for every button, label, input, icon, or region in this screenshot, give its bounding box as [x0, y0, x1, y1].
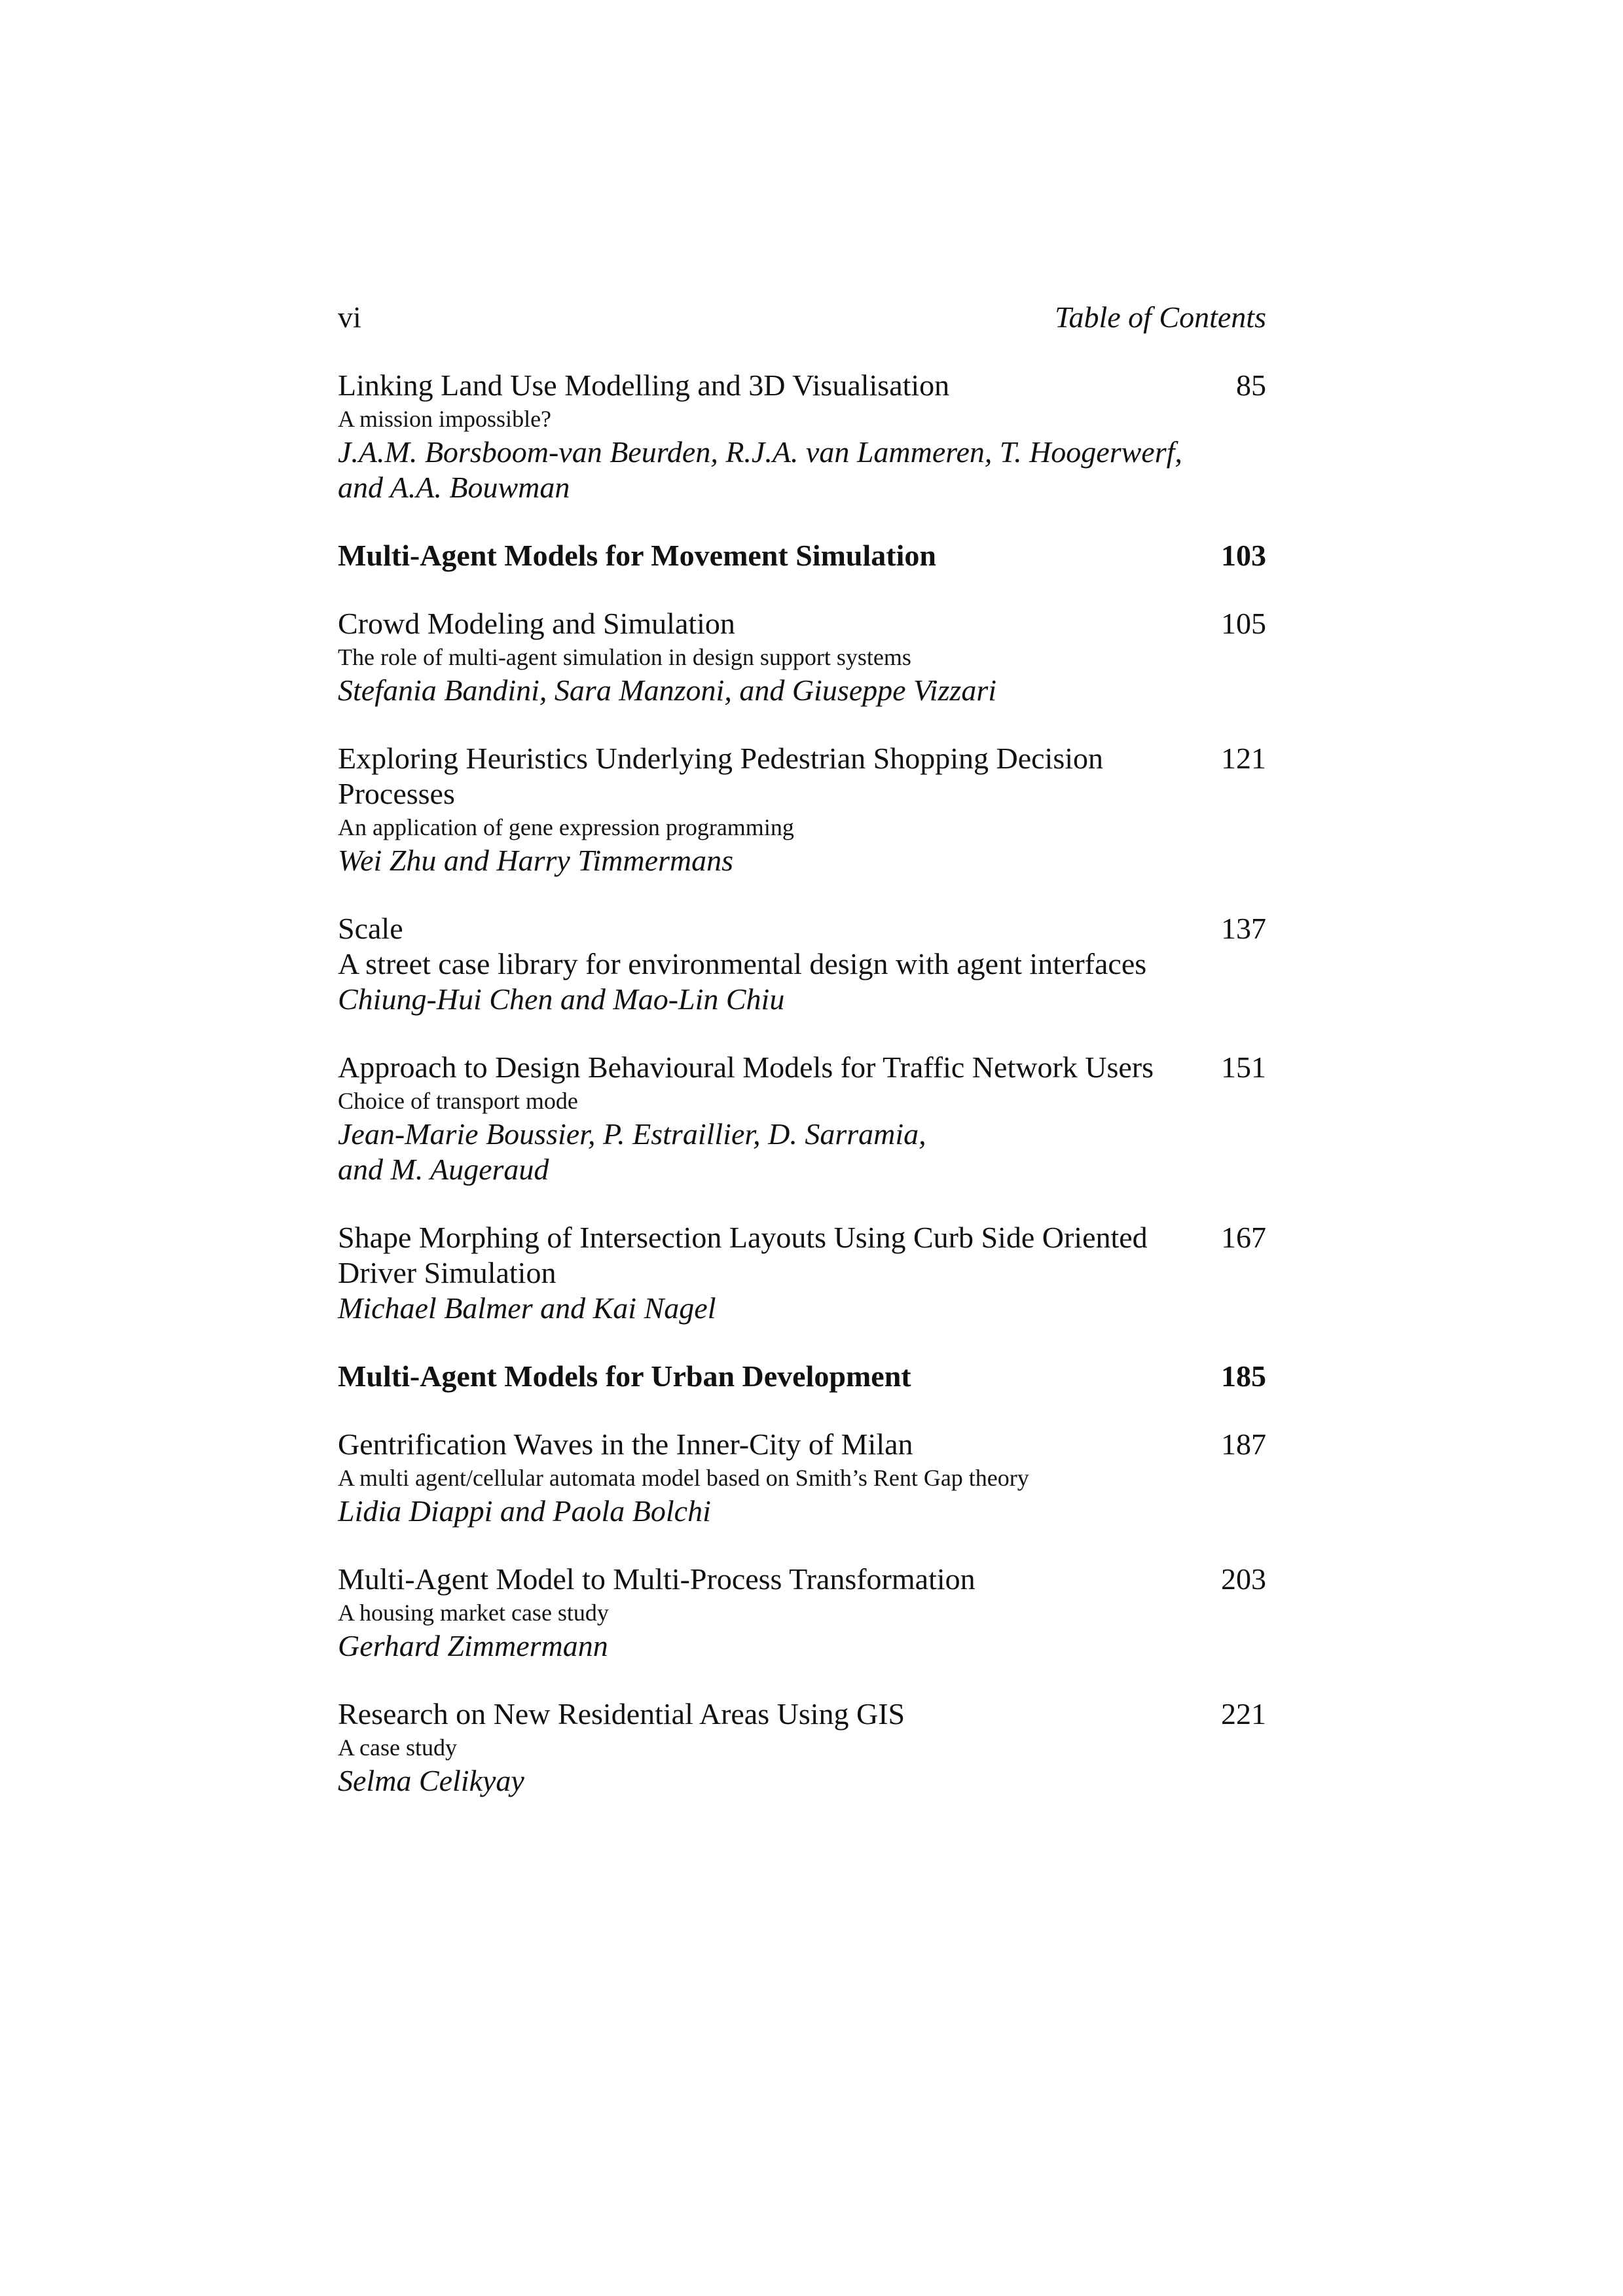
toc-entry [338, 1562, 1266, 1664]
entry-title: Scale [338, 912, 403, 945]
entry-authors: Lidia Diappi and Paola Bolchi [338, 1494, 711, 1528]
section-title: Multi-Agent Models for Movement Simulation [338, 539, 936, 572]
entry-subtitle: The role of multi-agent simulation in design support systems [338, 644, 911, 670]
entry-page-number: 151 [1221, 1050, 1266, 1084]
toc-entry [338, 1220, 1266, 1326]
entry-subtitle: A multi agent/cellular automata model based on Smith’s Rent Gap theory [338, 1465, 1029, 1491]
entry-title: Linking Land Use Modelling and 3D Visualisation [338, 368, 950, 402]
entry-subtitle: Choice of transport mode [338, 1088, 578, 1114]
entry-page-number: 187 [1221, 1427, 1266, 1461]
entry-title: Approach to Design Behavioural Models for Traffic Network Users [338, 1050, 1154, 1084]
entry-subtitle: A housing market case study [338, 1600, 609, 1626]
toc-entry [338, 606, 1266, 708]
entry-authors: Michael Balmer and Kai Nagel [338, 1291, 716, 1325]
entry-authors: Wei Zhu and Harry Timmermans [338, 844, 734, 877]
section-title: Multi-Agent Models for Urban Development [338, 1359, 911, 1393]
entry-subtitle: A case study [338, 1734, 457, 1761]
entry-authors: J.A.M. Borsboom-van Beurden, R.J.A. van Lammeren, T. Hoogerwerf, [338, 435, 1182, 469]
entry-subtitle: A mission impossible? [338, 406, 552, 432]
running-head: Table of Contents [1055, 300, 1266, 334]
entry-page-number: 121 [1221, 742, 1266, 775]
entry-title: Shape Morphing of Intersection Layouts Using Curb Side Oriented [338, 1221, 1148, 1254]
toc-entry [338, 1696, 1266, 1799]
entry-title: Research on New Residential Areas Using GIS [338, 1697, 905, 1731]
toc-entry [338, 911, 1266, 1017]
entry-page-number: 137 [1221, 912, 1266, 945]
entry-authors-continued: and M. Augeraud [338, 1153, 549, 1186]
entry-page-number: 221 [1221, 1697, 1266, 1731]
entry-page-number: 105 [1221, 607, 1266, 640]
entry-subtitle: A street case library for environmental design with agent interfaces [338, 947, 1147, 980]
entry-authors: Chiung-Hui Chen and Mao-Lin Chiu [338, 982, 785, 1016]
section-heading [338, 1359, 1266, 1394]
table-of-contents [338, 368, 1266, 1799]
section-page-number: 103 [1221, 539, 1266, 572]
section-heading [338, 538, 1266, 573]
entry-title: Exploring Heuristics Underlying Pedestrian Shopping Decision [338, 742, 1104, 775]
toc-entry [338, 1427, 1266, 1529]
entry-authors-continued: and A.A. Bouwman [338, 471, 570, 504]
toc-entry [338, 1050, 1266, 1187]
page-number: vi [338, 300, 361, 334]
entry-title: Gentrification Waves in the Inner-City of Milan [338, 1427, 913, 1461]
entry-page-number: 167 [1221, 1221, 1266, 1254]
toc-entry [338, 368, 1266, 505]
entry-page-number: 203 [1221, 1562, 1266, 1596]
entry-title: Crowd Modeling and Simulation [338, 607, 735, 640]
entry-authors: Gerhard Zimmermann [338, 1629, 608, 1662]
toc-entry [338, 741, 1266, 878]
section-page-number: 185 [1221, 1359, 1266, 1393]
entry-authors: Jean-Marie Boussier, P. Estraillier, D. Sarramia, [338, 1117, 926, 1151]
entry-page-number: 85 [1236, 368, 1266, 402]
page-header [338, 295, 1266, 340]
entry-authors: Stefania Bandini, Sara Manzoni, and Giuseppe Vizzari [338, 673, 997, 707]
entry-title: Multi-Agent Model to Multi-Process Transformation [338, 1562, 976, 1596]
entry-subtitle: An application of gene expression programming [338, 814, 794, 840]
entry-title-continued: Driver Simulation [338, 1256, 556, 1289]
entry-title-continued: Processes [338, 777, 455, 810]
entry-authors: Selma Celikyay [338, 1764, 524, 1797]
